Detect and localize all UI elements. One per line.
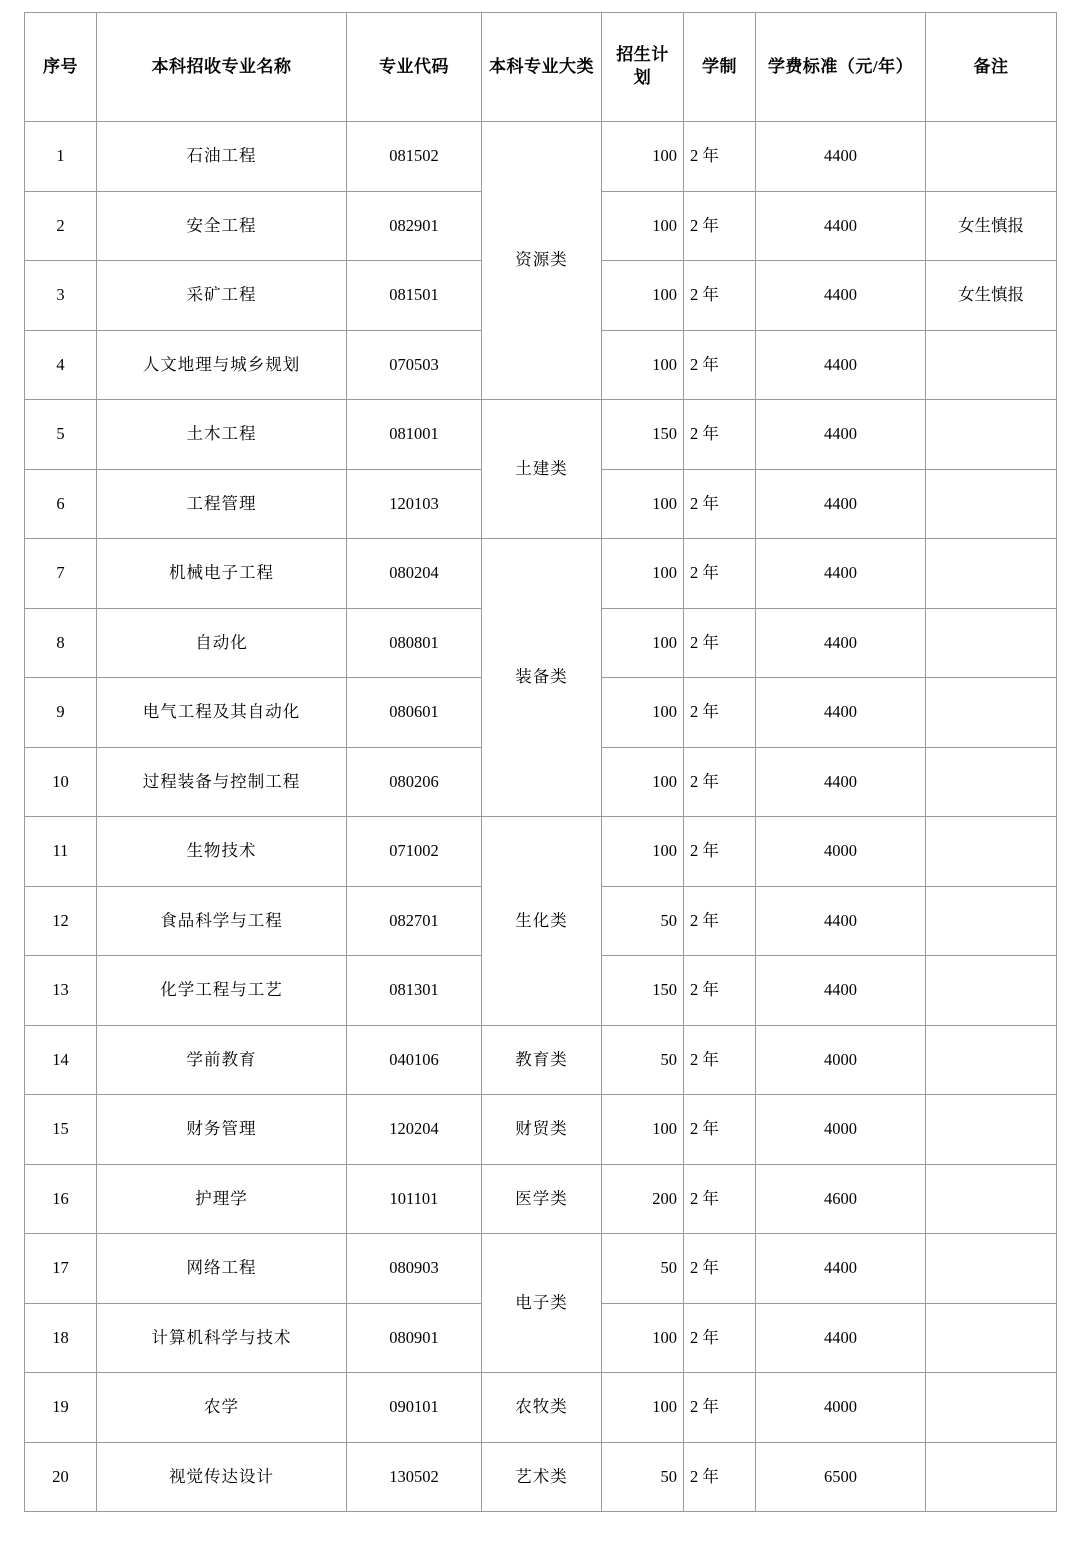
cell-enrollment-plan: 100 (602, 330, 684, 400)
cell-enrollment-plan: 100 (602, 1373, 684, 1443)
cell-major-name: 计算机科学与技术 (97, 1303, 347, 1373)
cell-tuition: 4400 (756, 747, 926, 817)
cell-major-name: 工程管理 (97, 469, 347, 539)
cell-major-category: 艺术类 (482, 1442, 602, 1512)
cell-tuition: 4400 (756, 539, 926, 609)
cell-major-name: 农学 (97, 1373, 347, 1443)
cell-tuition: 6500 (756, 1442, 926, 1512)
cell-enrollment-plan: 150 (602, 956, 684, 1026)
cell-remarks (926, 886, 1057, 956)
cell-major-name: 自动化 (97, 608, 347, 678)
table-header-row (25, 13, 1057, 122)
cell-tuition: 4400 (756, 330, 926, 400)
cell-major-category: 装备类 (482, 539, 602, 817)
cell-major-name: 采矿工程 (97, 261, 347, 331)
column-header-tuition: 学费标准（元/年） (756, 13, 926, 122)
cell-remarks (926, 1303, 1057, 1373)
cell-seq: 2 (25, 191, 97, 261)
cell-seq: 13 (25, 956, 97, 1026)
cell-remarks (926, 608, 1057, 678)
cell-major-name: 机械电子工程 (97, 539, 347, 609)
cell-major-name: 视觉传达设计 (97, 1442, 347, 1512)
cell-seq: 9 (25, 678, 97, 748)
cell-major-code: 080204 (347, 539, 482, 609)
cell-remarks (926, 678, 1057, 748)
cell-program-length: 2 年 (684, 956, 756, 1026)
cell-program-length: 2 年 (684, 330, 756, 400)
table-row (25, 1234, 1057, 1304)
cell-major-code: 101101 (347, 1164, 482, 1234)
cell-tuition: 4400 (756, 886, 926, 956)
cell-major-code: 040106 (347, 1025, 482, 1095)
cell-seq: 10 (25, 747, 97, 817)
table-header (25, 13, 1057, 122)
cell-major-code: 081502 (347, 122, 482, 192)
cell-seq: 3 (25, 261, 97, 331)
cell-major-code: 090101 (347, 1373, 482, 1443)
table-row (25, 122, 1057, 192)
cell-remarks (926, 539, 1057, 609)
table-body (25, 122, 1057, 1512)
cell-major-code: 080901 (347, 1303, 482, 1373)
cell-remarks: 女生慎报 (926, 261, 1057, 331)
cell-major-category: 电子类 (482, 1234, 602, 1373)
cell-remarks (926, 1234, 1057, 1304)
cell-major-code: 080601 (347, 678, 482, 748)
cell-major-code: 130502 (347, 1442, 482, 1512)
cell-major-code: 081001 (347, 400, 482, 470)
cell-tuition: 4400 (756, 122, 926, 192)
cell-program-length: 2 年 (684, 1303, 756, 1373)
cell-seq: 17 (25, 1234, 97, 1304)
column-header-program-length: 学制 (684, 13, 756, 122)
cell-enrollment-plan: 50 (602, 1025, 684, 1095)
cell-seq: 19 (25, 1373, 97, 1443)
cell-seq: 7 (25, 539, 97, 609)
cell-major-code: 080801 (347, 608, 482, 678)
cell-seq: 12 (25, 886, 97, 956)
cell-program-length: 2 年 (684, 539, 756, 609)
cell-tuition: 4400 (756, 469, 926, 539)
cell-major-category: 农牧类 (482, 1373, 602, 1443)
cell-enrollment-plan: 50 (602, 886, 684, 956)
cell-major-category: 财贸类 (482, 1095, 602, 1165)
table-row (25, 539, 1057, 609)
table-row (25, 400, 1057, 470)
cell-major-name: 电气工程及其自动化 (97, 678, 347, 748)
cell-program-length: 2 年 (684, 1025, 756, 1095)
cell-major-code: 120204 (347, 1095, 482, 1165)
cell-remarks (926, 1025, 1057, 1095)
cell-seq: 14 (25, 1025, 97, 1095)
table-row (25, 1442, 1057, 1512)
cell-major-name: 财务管理 (97, 1095, 347, 1165)
column-header-major-category: 本科专业大类 (482, 13, 602, 122)
cell-major-name: 网络工程 (97, 1234, 347, 1304)
cell-enrollment-plan: 100 (602, 608, 684, 678)
cell-enrollment-plan: 100 (602, 1095, 684, 1165)
cell-program-length: 2 年 (684, 1164, 756, 1234)
cell-tuition: 4000 (756, 1095, 926, 1165)
cell-remarks (926, 956, 1057, 1026)
cell-seq: 20 (25, 1442, 97, 1512)
table-row (25, 1025, 1057, 1095)
column-header-seq: 序号 (25, 13, 97, 122)
cell-tuition: 4400 (756, 191, 926, 261)
table-row (25, 1164, 1057, 1234)
column-header-enrollment-plan: 招生计划 (602, 13, 684, 122)
cell-tuition: 4400 (756, 1303, 926, 1373)
cell-major-name: 过程装备与控制工程 (97, 747, 347, 817)
cell-seq: 15 (25, 1095, 97, 1165)
cell-major-code: 080206 (347, 747, 482, 817)
cell-tuition: 4400 (756, 261, 926, 331)
table-row (25, 1095, 1057, 1165)
cell-remarks (926, 1442, 1057, 1512)
cell-seq: 8 (25, 608, 97, 678)
cell-seq: 11 (25, 817, 97, 887)
cell-major-name: 化学工程与工艺 (97, 956, 347, 1026)
cell-major-code: 080903 (347, 1234, 482, 1304)
cell-program-length: 2 年 (684, 122, 756, 192)
cell-program-length: 2 年 (684, 1095, 756, 1165)
undergraduate-majors-table (24, 12, 1057, 1512)
cell-major-code: 082701 (347, 886, 482, 956)
cell-enrollment-plan: 100 (602, 122, 684, 192)
cell-tuition: 4000 (756, 1373, 926, 1443)
cell-tuition: 4400 (756, 956, 926, 1026)
cell-major-name: 护理学 (97, 1164, 347, 1234)
cell-tuition: 4400 (756, 400, 926, 470)
cell-remarks (926, 1164, 1057, 1234)
cell-tuition: 4000 (756, 817, 926, 887)
cell-major-name: 石油工程 (97, 122, 347, 192)
cell-remarks (926, 817, 1057, 887)
cell-major-category: 医学类 (482, 1164, 602, 1234)
cell-tuition: 4600 (756, 1164, 926, 1234)
cell-program-length: 2 年 (684, 678, 756, 748)
cell-major-category: 资源类 (482, 122, 602, 400)
cell-remarks (926, 400, 1057, 470)
cell-tuition: 4400 (756, 608, 926, 678)
cell-remarks (926, 747, 1057, 817)
cell-program-length: 2 年 (684, 747, 756, 817)
cell-program-length: 2 年 (684, 1373, 756, 1443)
cell-major-code: 081301 (347, 956, 482, 1026)
cell-major-code: 120103 (347, 469, 482, 539)
cell-enrollment-plan: 100 (602, 261, 684, 331)
cell-enrollment-plan: 100 (602, 1303, 684, 1373)
cell-major-category: 教育类 (482, 1025, 602, 1095)
cell-major-code: 070503 (347, 330, 482, 400)
cell-major-name: 生物技术 (97, 817, 347, 887)
cell-seq: 16 (25, 1164, 97, 1234)
cell-program-length: 2 年 (684, 608, 756, 678)
cell-major-name: 土木工程 (97, 400, 347, 470)
cell-program-length: 2 年 (684, 469, 756, 539)
cell-remarks (926, 330, 1057, 400)
cell-major-category: 生化类 (482, 817, 602, 1026)
cell-major-category: 土建类 (482, 400, 602, 539)
cell-program-length: 2 年 (684, 191, 756, 261)
cell-program-length: 2 年 (684, 261, 756, 331)
cell-enrollment-plan: 50 (602, 1234, 684, 1304)
cell-program-length: 2 年 (684, 1234, 756, 1304)
cell-program-length: 2 年 (684, 1442, 756, 1512)
cell-program-length: 2 年 (684, 817, 756, 887)
cell-remarks (926, 469, 1057, 539)
column-header-remarks: 备注 (926, 13, 1057, 122)
cell-remarks (926, 1373, 1057, 1443)
cell-seq: 1 (25, 122, 97, 192)
cell-enrollment-plan: 100 (602, 817, 684, 887)
cell-tuition: 4400 (756, 678, 926, 748)
cell-seq: 4 (25, 330, 97, 400)
cell-enrollment-plan: 100 (602, 678, 684, 748)
cell-major-code: 071002 (347, 817, 482, 887)
table-row (25, 817, 1057, 887)
cell-remarks: 女生慎报 (926, 191, 1057, 261)
cell-tuition: 4400 (756, 1234, 926, 1304)
cell-tuition: 4000 (756, 1025, 926, 1095)
cell-enrollment-plan: 100 (602, 191, 684, 261)
cell-seq: 5 (25, 400, 97, 470)
cell-enrollment-plan: 100 (602, 747, 684, 817)
cell-enrollment-plan: 100 (602, 539, 684, 609)
cell-remarks (926, 1095, 1057, 1165)
cell-program-length: 2 年 (684, 400, 756, 470)
cell-program-length: 2 年 (684, 886, 756, 956)
cell-major-name: 安全工程 (97, 191, 347, 261)
cell-remarks (926, 122, 1057, 192)
cell-major-code: 081501 (347, 261, 482, 331)
cell-enrollment-plan: 100 (602, 469, 684, 539)
cell-enrollment-plan: 150 (602, 400, 684, 470)
cell-seq: 18 (25, 1303, 97, 1373)
cell-seq: 6 (25, 469, 97, 539)
cell-major-name: 学前教育 (97, 1025, 347, 1095)
table-row (25, 1373, 1057, 1443)
cell-major-name: 人文地理与城乡规划 (97, 330, 347, 400)
column-header-major-code: 专业代码 (347, 13, 482, 122)
cell-major-code: 082901 (347, 191, 482, 261)
cell-enrollment-plan: 200 (602, 1164, 684, 1234)
column-header-major-name: 本科招收专业名称 (97, 13, 347, 122)
cell-enrollment-plan: 50 (602, 1442, 684, 1512)
cell-major-name: 食品科学与工程 (97, 886, 347, 956)
